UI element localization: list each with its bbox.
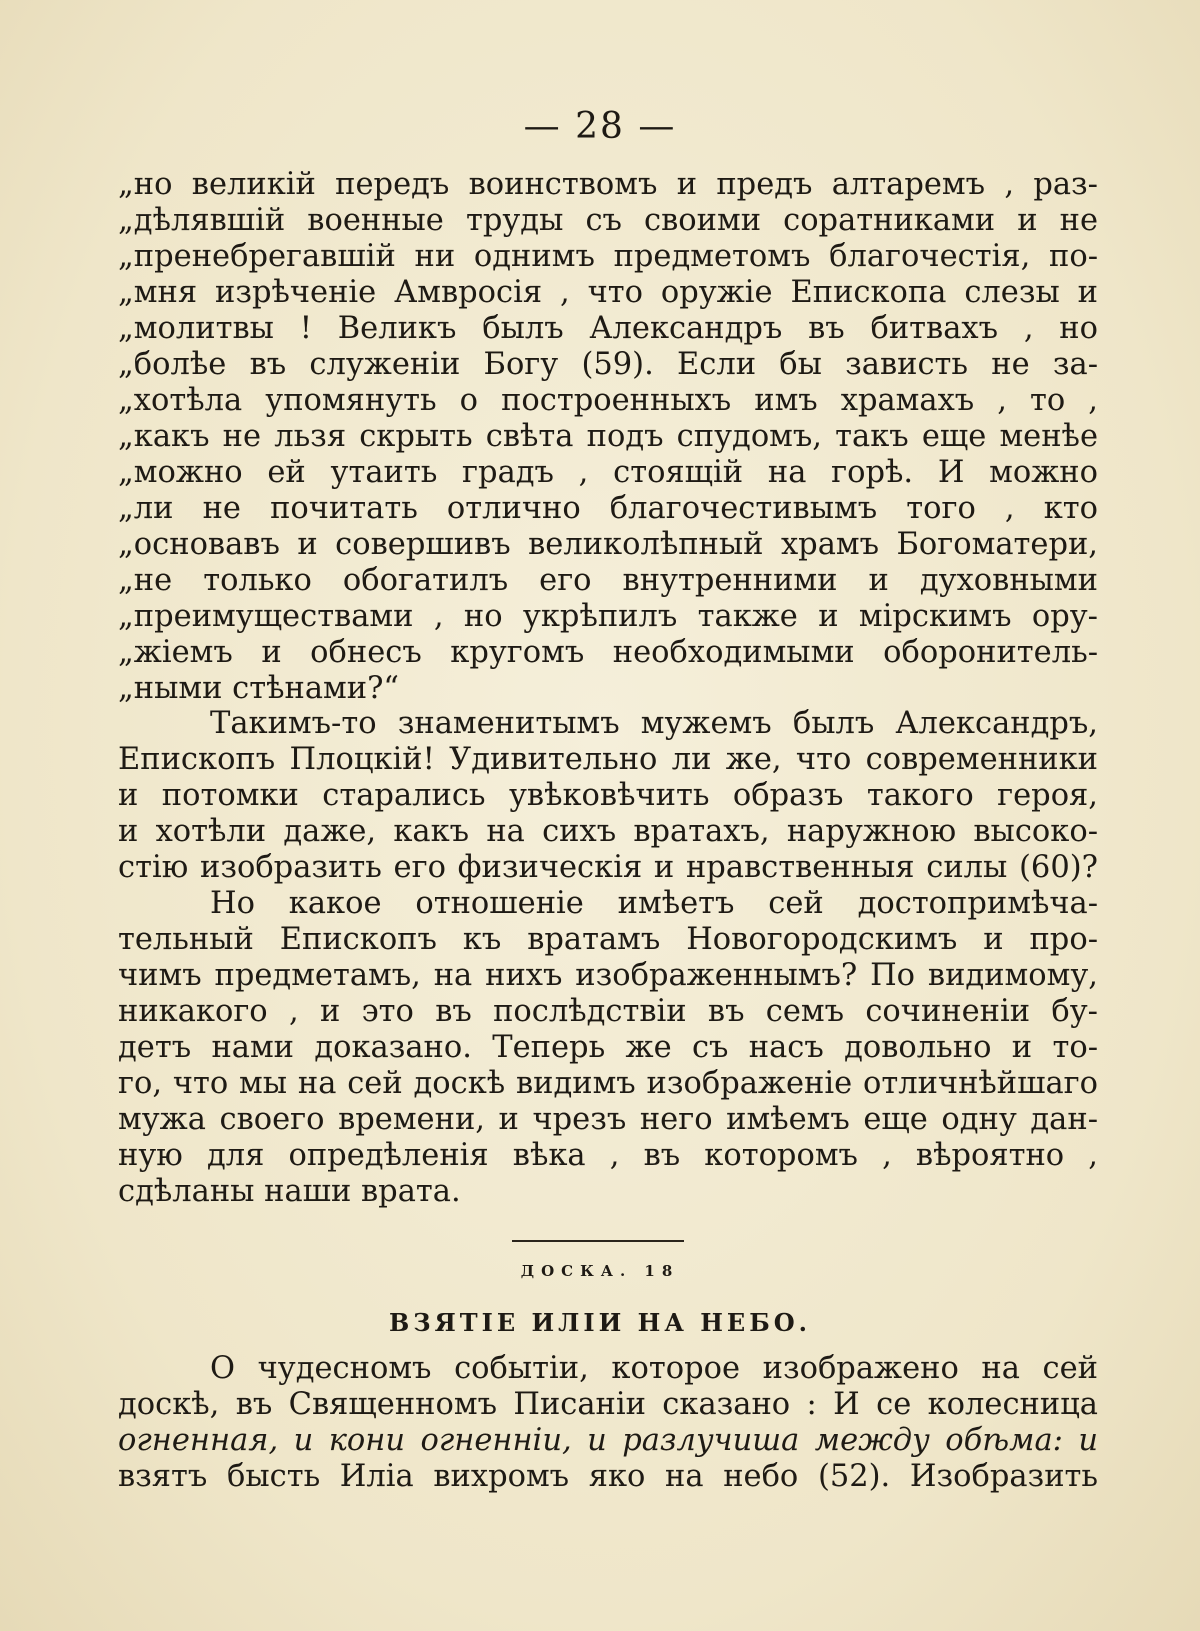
page-number: — 28 — <box>523 106 677 147</box>
board-label: ДОСКА. 18 <box>520 1262 680 1280</box>
text-line: „не только обогатилъ его внутренними и духовными <box>118 563 1098 598</box>
section-divider <box>512 1240 684 1242</box>
text-line: сдѣланы наши врата. <box>118 1174 461 1209</box>
text-line: „преимуществами , но укрѣпилъ также и мірскимъ ору- <box>118 599 1098 634</box>
text-line: „хотѣла упомянуть о построенныхъ имъ храмахъ , то , <box>118 383 1098 418</box>
text-line: и потомки старались увѣковѣчить образъ такого героя, <box>118 778 1098 813</box>
text-line: огненная, и кони огненніи, и разлучиша между обѣма: и <box>118 1423 1098 1458</box>
text-line: „какъ не льзя скрыть свѣта подъ спудомъ, такъ еще менѣе <box>118 419 1098 454</box>
section-paragraph <box>118 1351 1098 1495</box>
text-line: „болѣе въ служеніи Богу (59). Если бы зависть не за- <box>118 347 1098 382</box>
text-line: „мня изрѣченіе Амвросія , что оружіе Епископа слезы и <box>118 275 1098 310</box>
text-line: мужа своего времени, и чрезъ него имѣемъ еще одну дан- <box>118 1102 1098 1137</box>
text-line: и хотѣли даже, какъ на сихъ вратахъ, наружною высоко- <box>118 814 1098 849</box>
text-line: Но какое отношеніе имѣетъ сей достопримѣча- <box>210 886 1098 921</box>
text-line: Епископъ Плоцкій! Удивительно ли же, что современники <box>118 742 1098 777</box>
body-paragraph <box>118 706 1098 1210</box>
text-line: ную для опредѣленія вѣка , въ которомъ , вѣроятно , <box>118 1138 1098 1173</box>
text-line: Такимъ-то знаменитымъ мужемъ былъ Александръ, <box>210 706 1098 741</box>
text-line: го, что мы на сей доскѣ видимъ изображеніе отличнѣйшаго <box>118 1066 1098 1101</box>
text-line: доскѣ, въ Священномъ Писаніи сказано : И се колесница <box>118 1387 1098 1422</box>
text-line: никакого , и это въ послѣдствіи въ семъ сочиненіи бу- <box>118 994 1098 1029</box>
text-line: детъ нами доказано. Теперь же съ насъ довольно и то- <box>118 1030 1098 1065</box>
text-line: „ными стѣнами?“ <box>118 671 400 706</box>
text-line: „жіемъ и обнесъ кругомъ необходимыми оборонитель- <box>118 635 1098 670</box>
text-line: стію изобразить его физическія и нравственныя силы (60)? <box>118 850 1098 885</box>
text-line: „пренебрегавшій ни однимъ предметомъ благочестія, по- <box>118 239 1098 274</box>
text-line: „можно ей утаить градъ , стоящій на горѣ. И можно <box>118 455 1098 490</box>
text-line: чимъ предметамъ, на нихъ изображеннымъ? По видимому, <box>118 958 1098 993</box>
text-line: тельный Епископъ къ вратамъ Новогородскимъ и про- <box>118 922 1098 957</box>
section-title: ВЗЯТІЕ ИЛІИ НА НЕБО. <box>389 1308 811 1337</box>
text-line: „но великій передъ воинствомъ и предъ алтаремъ , раз- <box>118 167 1098 202</box>
text-line: „дѣлявшій военные труды съ своими соратниками и не <box>118 203 1098 238</box>
text-line: „молитвы ! Великъ былъ Александръ въ битвахъ , но <box>118 311 1098 346</box>
text-line: „ли не почитать отлично благочестивымъ того , кто <box>118 491 1098 526</box>
text-line: взятъ бысть Иліа вихромъ яко на небо (52). Изобразить <box>118 1459 1098 1494</box>
text-line: „основавъ и совершивъ великолѣпный храмъ Богоматери, <box>118 527 1098 562</box>
quote-paragraph <box>118 167 1098 707</box>
text-line: О чудесномъ событіи, которое изображено на сей <box>210 1351 1098 1386</box>
